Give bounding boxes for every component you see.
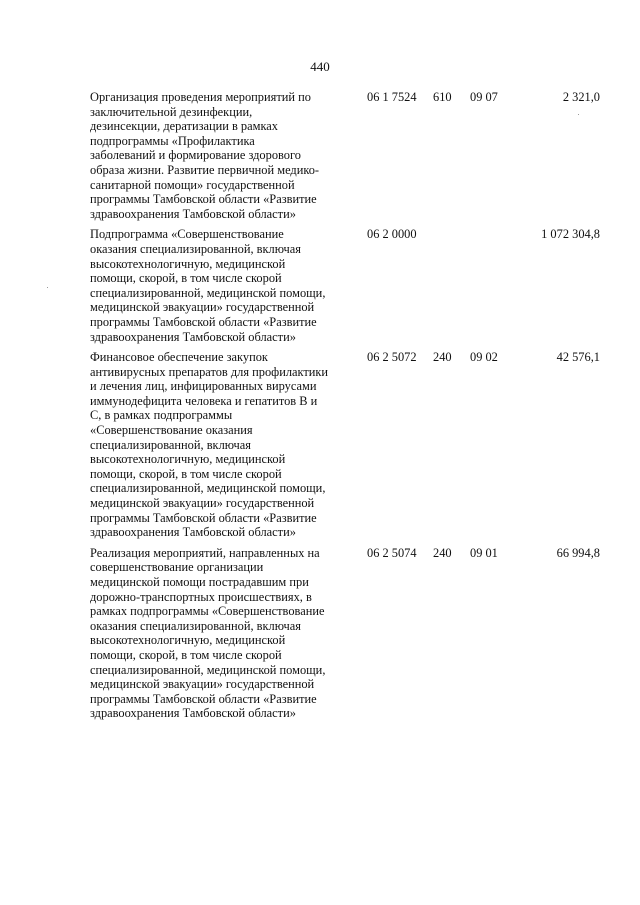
row-description: Подпрограмма «Совершенствование оказания специализированной, включая высокотехнологичную, медицинской помощи, скорой, в том числе скорой специализированной, медицинской помощи, медицинской эвакуации» государственной программы Тамбовской области «Развитие здравоохранения Тамбовской области» xyxy=(90,227,326,344)
table-row xyxy=(90,227,600,344)
row-description: Финансовое обеспечение закупок антивирусных препаратов для профилактики и лечения лиц, инфицированных вирусами иммунодефицита человека и гепатитов В и С, в рамках подпрограммы «Совершенствование оказания специализированной, включая высокотехнологичную, медицинской помощи, скорой, в том числе скорой специализированной, медицинской помощи, медицинской эвакуации» государственной программы Тамбовской области «Развитие здравоохранения Тамбовской области» xyxy=(90,350,329,540)
table-row xyxy=(90,350,600,540)
row-target-code: 06 2 5074 xyxy=(367,545,417,560)
row-amount: 42 576,1 xyxy=(556,350,600,365)
row-section-code: 09 01 xyxy=(470,545,498,560)
row-target-code: 06 2 5072 xyxy=(367,350,417,365)
page-number: 440 xyxy=(310,59,330,74)
row-description: Организация проведения мероприятий по заключительной дезинфекции, дезинсекции, дератизации в рамках подпрограммы «Профилактика заболеваний и формирование здорового образа жизни. Развитие первичной медико- санитарной помощи» государственной программы Тамбовской области «Развитие здравоохранения Тамбовской области» xyxy=(90,90,320,221)
row-amount: 66 994,8 xyxy=(556,545,600,560)
row-expense-type: 240 xyxy=(433,545,452,560)
scan-speck xyxy=(47,287,48,288)
row-expense-type: 240 xyxy=(433,350,452,365)
row-expense-type: 610 xyxy=(433,90,452,104)
row-section-code: 09 07 xyxy=(470,90,498,104)
row-section-code: 09 02 xyxy=(470,350,498,365)
row-target-code: 06 1 7524 xyxy=(367,90,417,104)
scan-speck xyxy=(578,114,579,115)
row-amount: 2 321,0 xyxy=(562,90,600,104)
row-amount: 1 072 304,8 xyxy=(541,227,600,242)
table-row xyxy=(90,90,600,221)
budget-table xyxy=(90,90,600,727)
table-row xyxy=(90,546,600,721)
row-target-code: 06 2 0000 xyxy=(367,227,417,242)
row-description: Реализация мероприятий, направленных на совершенствование организации медицинской помощи пострадавшим при дорожно-транспортных происшествиях, в рамках подпрограммы «Совершенствование оказания специализированной, включая высокотехнологичную, медицинской помощи, скорой, в том числе скорой специализированной, медицинской помощи, медицинской эвакуации» государственной программы Тамбовской области «Развитие здравоохранения Тамбовской области» xyxy=(90,545,326,721)
